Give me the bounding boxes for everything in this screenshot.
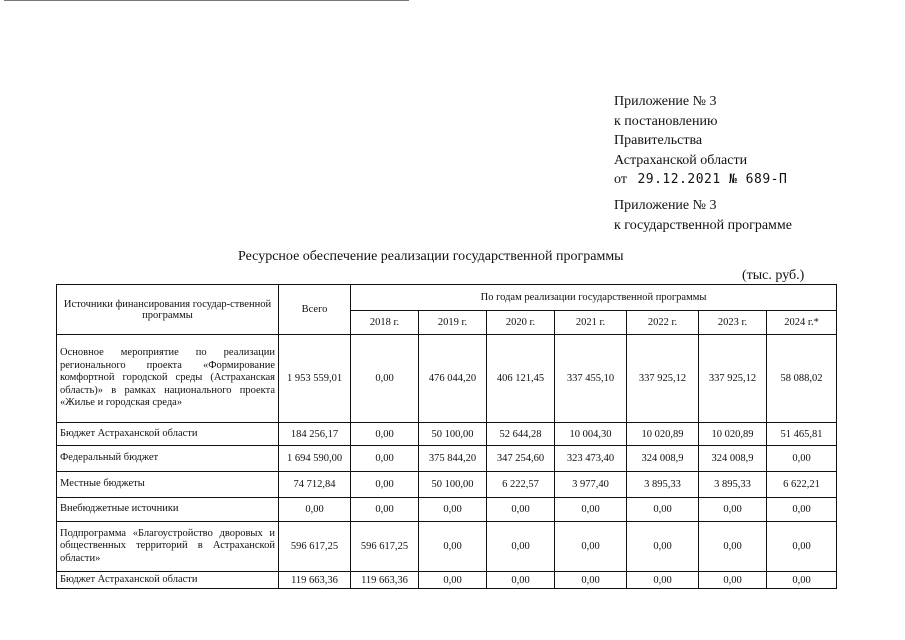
row-value: 0,00 [627, 572, 699, 589]
row-value: 0,00 [699, 498, 767, 522]
top-rule [4, 0, 409, 1]
row-value: 0,00 [487, 522, 555, 572]
row-value: 596 617,25 [351, 522, 419, 572]
table-row [57, 423, 837, 446]
row-value: 0,00 [487, 572, 555, 589]
program-appendix-block [614, 196, 792, 235]
row-value: 0,00 [351, 423, 419, 446]
row-value: 0,00 [767, 572, 837, 589]
decree-appendix-line: Приложение № 3 [614, 94, 717, 109]
row-total: 74 712,84 [279, 472, 351, 498]
table-row [57, 572, 837, 589]
header-by-years: По годам реализации государственной программы [351, 285, 837, 311]
row-value: 3 895,33 [699, 472, 767, 498]
decree-appendix-line: Правительства [614, 133, 703, 148]
header-year: 2024 г.* [767, 311, 837, 335]
row-value: 52 644,28 [487, 423, 555, 446]
row-value: 476 044,20 [419, 335, 487, 423]
row-total: 1 953 559,01 [279, 335, 351, 423]
row-value: 0,00 [419, 522, 487, 572]
row-value: 0,00 [419, 498, 487, 522]
row-total: 1 694 590,00 [279, 446, 351, 472]
row-value: 0,00 [767, 446, 837, 472]
header-total: Всего [279, 285, 351, 335]
row-value: 3 895,33 [627, 472, 699, 498]
row-total: 119 663,36 [279, 572, 351, 589]
row-source: Федеральный бюджет [57, 446, 279, 472]
row-value: 0,00 [627, 522, 699, 572]
date-prefix: от [614, 172, 627, 187]
row-value: 58 088,02 [767, 335, 837, 423]
decree-date-line [614, 170, 787, 190]
row-value: 3 977,40 [555, 472, 627, 498]
row-value: 324 008,9 [627, 446, 699, 472]
header-year: 2023 г. [699, 311, 767, 335]
row-source: Бюджет Астраханской области [57, 572, 279, 589]
table-row [57, 498, 837, 522]
decree-appendix-block [614, 92, 787, 190]
header-year: 2019 г. [419, 311, 487, 335]
row-value: 0,00 [351, 498, 419, 522]
row-value: 375 844,20 [419, 446, 487, 472]
row-value: 10 004,30 [555, 423, 627, 446]
resource-table [56, 284, 837, 589]
row-value: 0,00 [351, 472, 419, 498]
row-value: 0,00 [699, 522, 767, 572]
row-total: 184 256,17 [279, 423, 351, 446]
header-year: 2020 г. [487, 311, 555, 335]
row-total: 0,00 [279, 498, 351, 522]
row-value: 119 663,36 [351, 572, 419, 589]
program-appendix-line: к государственной программе [614, 217, 792, 233]
unit-label: (тыс. руб.) [742, 268, 805, 283]
row-value: 324 008,9 [699, 446, 767, 472]
header-source: Источники финансирования государ-ственной программы [57, 285, 279, 335]
row-value: 6 222,57 [487, 472, 555, 498]
row-value: 51 465,81 [767, 423, 837, 446]
table-row [57, 472, 837, 498]
row-value: 50 100,00 [419, 423, 487, 446]
row-value: 337 455,10 [555, 335, 627, 423]
row-value: 10 020,89 [699, 423, 767, 446]
row-source: Бюджет Астраханской области [57, 423, 279, 446]
row-value: 0,00 [555, 522, 627, 572]
table-row [57, 446, 837, 472]
row-value: 406 121,45 [487, 335, 555, 423]
header-year: 2022 г. [627, 311, 699, 335]
row-value: 0,00 [351, 446, 419, 472]
program-appendix-line: Приложение № 3 [614, 198, 717, 213]
row-value: 0,00 [555, 572, 627, 589]
row-source: Местные бюджеты [57, 472, 279, 498]
decree-date-stamp: 29.12.2021 № 689-П [637, 172, 788, 187]
row-value: 0,00 [487, 498, 555, 522]
header-row [57, 285, 837, 311]
header-year: 2018 г. [351, 311, 419, 335]
row-value: 6 622,21 [767, 472, 837, 498]
row-total: 596 617,25 [279, 522, 351, 572]
document-title: Ресурсное обеспечение реализации государственной программы [238, 249, 624, 264]
row-value: 0,00 [555, 498, 627, 522]
row-value: 337 925,12 [699, 335, 767, 423]
decree-appendix-line: Астраханской области [614, 152, 748, 168]
row-value: 0,00 [419, 572, 487, 589]
row-value: 337 925,12 [627, 335, 699, 423]
row-value: 0,00 [767, 498, 837, 522]
header-year: 2021 г. [555, 311, 627, 335]
table-row [57, 522, 837, 572]
row-source: Основное мероприятие по реализации регионального проекта «Формирование комфортной городской среды (Астраханская область)» в рамках национального проекта «Жилье и городская среда» [57, 335, 279, 423]
row-value: 0,00 [767, 522, 837, 572]
table-row [57, 335, 837, 423]
row-value: 0,00 [699, 572, 767, 589]
row-value: 0,00 [351, 335, 419, 423]
row-value: 0,00 [627, 498, 699, 522]
row-value: 323 473,40 [555, 446, 627, 472]
row-value: 50 100,00 [419, 472, 487, 498]
row-value: 347 254,60 [487, 446, 555, 472]
row-source: Подпрограмма «Благоустройство дворовых и общественных территорий в Астраханской области» [57, 522, 279, 572]
decree-appendix-line: к постановлению [614, 113, 718, 129]
row-source: Внебюджетные источники [57, 498, 279, 522]
row-value: 10 020,89 [627, 423, 699, 446]
